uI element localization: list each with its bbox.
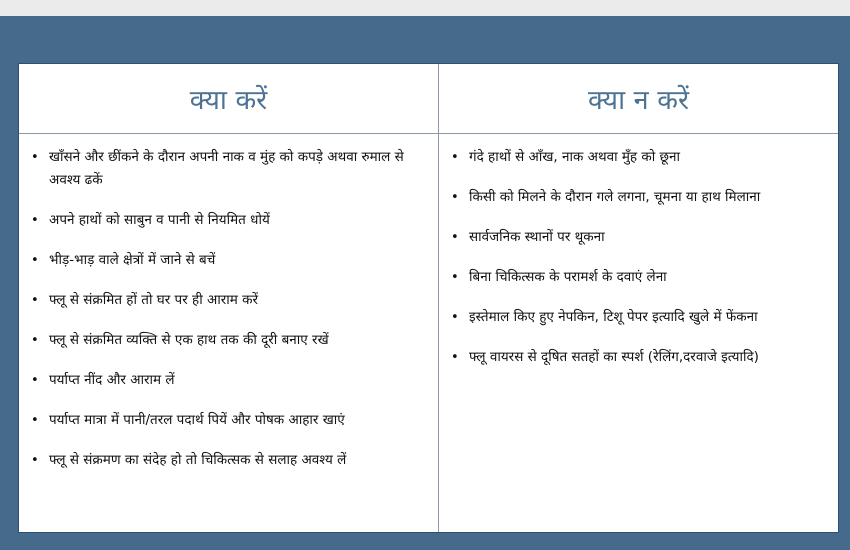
- top-strip: [0, 0, 850, 16]
- bullet-icon: •: [31, 150, 39, 165]
- bullet-icon: •: [31, 453, 39, 468]
- bullet-icon: •: [31, 253, 39, 268]
- do-item-text: अपने हाथों को साबुन व पानी से नियमित धोयें: [49, 212, 270, 228]
- do-item: [19, 249, 438, 272]
- dos-donts-table: [18, 63, 839, 533]
- do-item-text: फ्लू से संक्रमित व्यक्ति से एक हाथ तक की दूरी बनाए रखें: [49, 332, 329, 348]
- dont-item: [439, 306, 838, 329]
- dos-list: [19, 134, 438, 472]
- dont-item-text: इस्तेमाल किए हुए नेपकिन, टिशू पेपर इत्यादि खुले में फेंकना: [469, 309, 758, 325]
- bullet-icon: •: [31, 293, 39, 308]
- dont-item-text: बिना चिकित्सक के परामर्श के दवाएं लेना: [469, 269, 667, 285]
- do-item: [19, 146, 438, 192]
- dont-item-text: फ्लू वायरस से दूषित सतहों का स्पर्श (रेलिंग,दरवाजे इत्यादि): [469, 349, 759, 365]
- bullet-icon: •: [451, 350, 459, 365]
- do-item: [19, 369, 438, 392]
- bullet-icon: •: [451, 150, 459, 165]
- dont-item-text: सार्वजनिक स्थानों पर थूकना: [469, 229, 605, 245]
- do-item: [19, 289, 438, 312]
- bullet-icon: •: [451, 270, 459, 285]
- dont-item: [439, 146, 838, 169]
- do-item-text: खाँसने और छींकने के दौरान अपनी नाक व मुंह को कपड़े अथवा रुमाल से अवश्य ढकें: [49, 149, 404, 188]
- bullet-icon: •: [31, 373, 39, 388]
- bullet-icon: •: [451, 230, 459, 245]
- do-item: [19, 329, 438, 352]
- bullet-icon: •: [31, 413, 39, 428]
- bullet-icon: •: [31, 333, 39, 348]
- bullet-icon: •: [31, 213, 39, 228]
- do-item: [19, 209, 438, 232]
- do-item-text: पर्याप्त नींद और आराम लें: [49, 372, 175, 388]
- do-item-text: फ्लू से संक्रमित हों तो घर पर ही आराम करें: [49, 292, 259, 308]
- dos-header: क्या करें: [19, 64, 438, 134]
- dont-item: [439, 266, 838, 289]
- dont-item: [439, 226, 838, 249]
- donts-list: [439, 134, 838, 369]
- bullet-icon: •: [451, 310, 459, 325]
- dont-item: [439, 346, 838, 369]
- dont-item-text: गंदे हाथों से आँख, नाक अथवा मुँह को छूना: [469, 149, 681, 165]
- dont-item-text: किसी को मिलने के दौरान गले लगना, चूमना या हाथ मिलाना: [469, 189, 761, 205]
- donts-header: क्या न करें: [439, 64, 838, 134]
- slide-background: [0, 16, 850, 550]
- do-item: [19, 409, 438, 432]
- bullet-icon: •: [451, 190, 459, 205]
- dont-item: [439, 186, 838, 209]
- dos-column: [19, 64, 439, 532]
- do-item-text: फ्लू से संक्रमण का संदेह हो तो चिकित्सक से सलाह अवश्य लें: [49, 452, 347, 468]
- do-item: [19, 449, 438, 472]
- donts-column: [439, 64, 838, 532]
- do-item-text: पर्याप्त मात्रा में पानी/तरल पदार्थ पियें और पोषक आहार खाएं: [49, 412, 345, 428]
- do-item-text: भीड़-भाड़ वाले क्षेत्रों में जाने से बचें: [49, 252, 216, 268]
